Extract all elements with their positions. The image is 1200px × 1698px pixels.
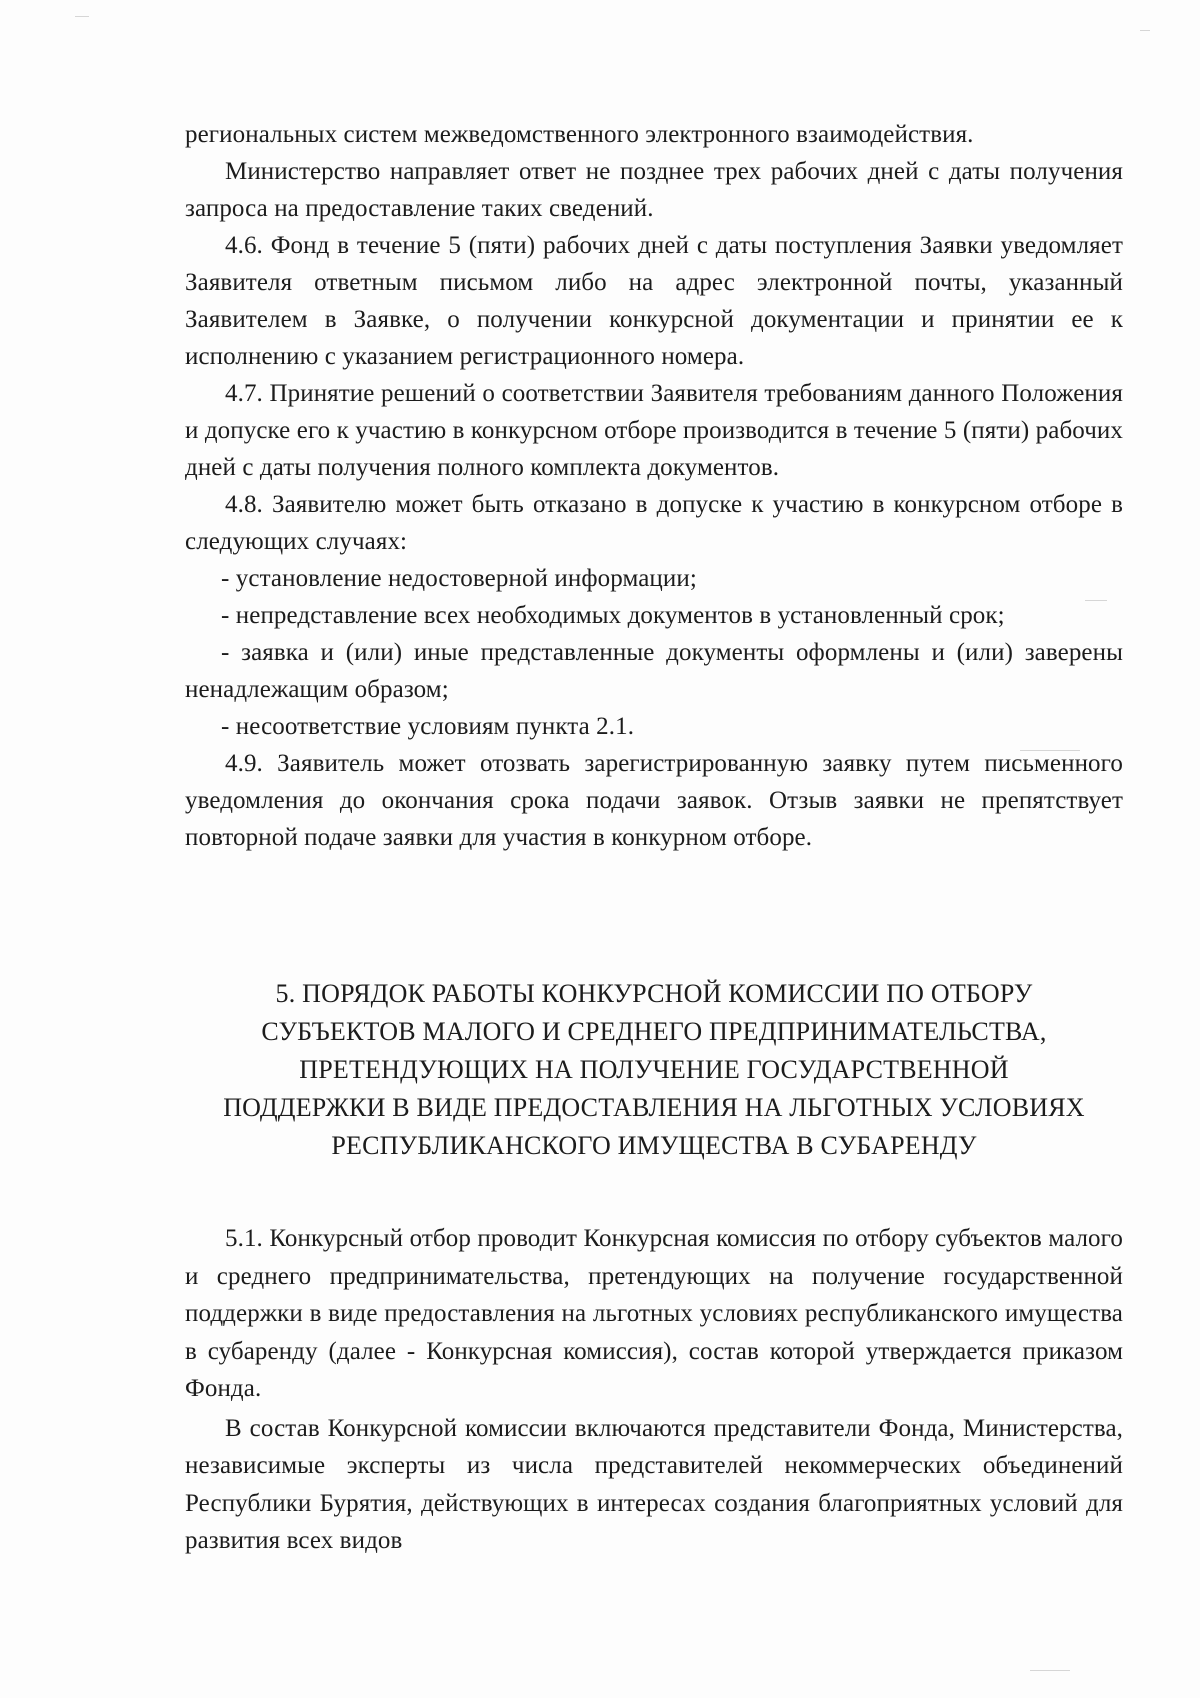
paragraph-4-8: 4.8. Заявителю может быть отказано в допуске к участию в конкурсном отборе в следующих случаях: [185,491,1123,555]
paragraph: региональных систем межведомственного электронного взаимодействия. [185,121,974,148]
heading-line: ПРЕТЕНДУЮЩИХ НА ПОЛУЧЕНИЕ ГОСУДАРСТВЕННОЙ [299,1055,1009,1084]
paragraph-4-6: 4.6. Фонд в течение 5 (пяти) рабочих дней с даты поступления Заявки уведомляет Заявителя ответным письмом либо на адрес электронной почты, указанный Заявителем в Заявке, о получении конкурсной документации и принятии ее к исполнению с указанием регистрационного номера. [185,232,1123,370]
heading-line: 5. ПОРЯДОК РАБОТЫ КОНКУРСНОЙ КОМИССИИ ПО ОТБОРУ [275,979,1033,1008]
section-heading [185,975,1123,1165]
list-item: - заявка и (или) иные представленные документы оформлены и (или) заверены ненадлежащим образом; [185,639,1123,703]
list-item: - установление недостоверной информации; [221,565,697,592]
heading-line: РЕСПУБЛИКАНСКОГО ИМУЩЕСТВА В СУБАРЕНДУ [331,1131,977,1160]
paragraph: Министерство направляет ответ не позднее трех рабочих дней с даты получения запроса на предоставление таких сведений. [185,158,1123,222]
scan-artifact [1030,1670,1070,1671]
paragraph-4-9: 4.9. Заявитель может отозвать зарегистрированную заявку путем письменного уведомления до окончания срока подачи заявок. Отзыв заявки не препятствует повторной подаче заявки для участия в конкурном отборе. [185,750,1123,851]
body-text-top [185,116,1123,856]
scan-artifact [1140,30,1150,31]
paragraph-5-1: 5.1. Конкурсный отбор проводит Конкурсная комиссия по отбору субъектов малого и среднего предпринимательства, претендующих на получение государственной поддержки в виде предоставления на льготных условиях республиканского имущества в субаренду (далее - Конкурсная комиссия), состав которой утверждается приказом Фонда. [185,1225,1123,1402]
list-item: - несоответствие условиям пункта 2.1. [221,713,635,740]
heading-line: СУБЪЕКТОВ МАЛОГО И СРЕДНЕГО ПРЕДПРИНИМАТЕЛЬСТВА, [261,1017,1047,1046]
scan-artifact [75,16,89,17]
list-item: - непредставление всех необходимых документов в установленный срок; [221,602,1005,629]
heading-line: ПОДДЕРЖКИ В ВИДЕ ПРЕДОСТАВЛЕНИЯ НА ЛЬГОТНЫХ УСЛОВИЯХ [223,1093,1085,1122]
body-text-bottom [185,1220,1123,1560]
paragraph: В состав Конкурсной комиссии включаются представители Фонда, Министерства, независимые эксперты из числа представителей некоммерческих объединений Республики Бурятия, действующих в интересах создания благоприятных условий для развития всех видов [185,1414,1123,1554]
paragraph-4-7: 4.7. Принятие решений о соответствии Заявителя требованиям данного Положения и допуске его к участию в конкурсном отборе производится в течение 5 (пяти) рабочих дней с даты получения полного комплекта документов. [185,380,1123,481]
